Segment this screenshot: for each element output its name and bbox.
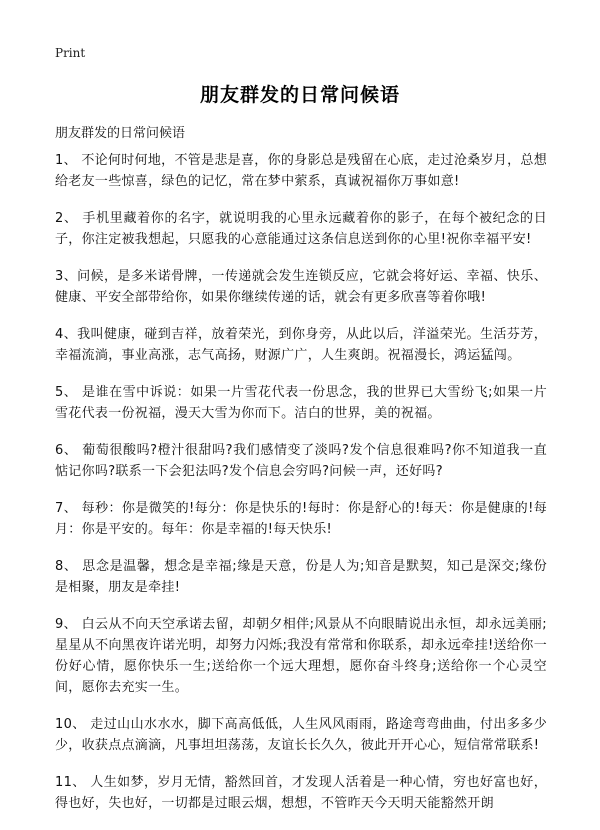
paragraph-3: 3、问候，是多米诺骨牌，一传递就会发生连锁反应，它就会将好运、幸福、快乐、健康、平安全部带给你，如果你继续传递的话，就会有更多欣喜等着你哦! xyxy=(55,269,547,305)
paragraph-2: 2、 手机里藏着你的名字，就说明我的心里永远藏着你的影子，在每个被纪念的日子，你注定被我想起，只愿我的心意能通过这条信息送到你的心里!祝你幸福平安! xyxy=(55,211,547,247)
document-body xyxy=(55,150,547,830)
paragraph-5: 5、 是谁在雪中诉说：如果一片雪花代表一份思念，我的世界已大雪纷飞;如果一片雪花代表一份祝福，漫天大雪为你而下。洁白的世界，美的祝福。 xyxy=(55,385,547,421)
paragraph-11: 11、 人生如梦，岁月无情，豁然回首，才发现人活着是一种心情，穷也好富也好，得也好，失也好，一切都是过眼云烟，想想，不管昨天今天明天能豁然开朗 xyxy=(55,775,547,811)
page-title: 朋友群发的日常问候语 xyxy=(199,84,400,106)
paragraph-10: 10、 走过山山水水水，脚下高高低低，人生风风雨雨，路途弯弯曲曲，付出多多少少，收获点点滴滴，凡事坦坦荡荡，友谊长长久久，彼此开开心心，短信常常联系! xyxy=(55,717,547,753)
paragraph-8: 8、 思念是温馨，想念是幸福;缘是天意，份是人为;知音是默契，知己是深交;缘份是相聚，朋友是牵挂! xyxy=(55,559,547,595)
paragraph-1: 1、 不论何时何地，不管是悲是喜，你的身影总是残留在心底，走过沧桑岁月，总想给老友一些惊喜，绿色的记忆，常在梦中萦系，真诚祝福你万事如意! xyxy=(55,153,547,189)
paragraph-9: 9、 白云从不向天空承诺去留，却朝夕相伴;风景从不向眼睛说出永恒，却永远美丽;星星从不向黑夜许诺光明，却努力闪烁;我没有常常和你联系，却永远牵挂!送给你一份好心情，愿你快乐一生;送给你一个远大理想，愿你奋斗终身;送给你一个心灵空间，愿你去充实一生。 xyxy=(55,617,547,695)
paragraph-4: 4、我叫健康，碰到吉祥，放着荣光，到你身旁，从此以后，洋溢荣光。生活芬芳，幸福流淌，事业高涨，志气高扬，财源广广，人生爽朗。祝福漫长，鸿运猛闯。 xyxy=(55,327,547,363)
document-subtitle: 朋友群发的日常问候语 xyxy=(55,126,186,141)
paragraph-6: 6、 葡萄很酸吗?橙汁很甜吗?我们感情变了淡吗?发个信息很难吗?你不知道我一直惦记你吗?联系一下会犯法吗?发个信息会穷吗?问候一声，还好吗? xyxy=(55,443,547,479)
print-label: Print xyxy=(55,46,86,60)
paragraph-7: 7、 每秒：你是微笑的!每分：你是快乐的!每时：你是舒心的!每天：你是健康的!每月：你是平安的。每年：你是幸福的!每天快乐! xyxy=(55,501,547,537)
